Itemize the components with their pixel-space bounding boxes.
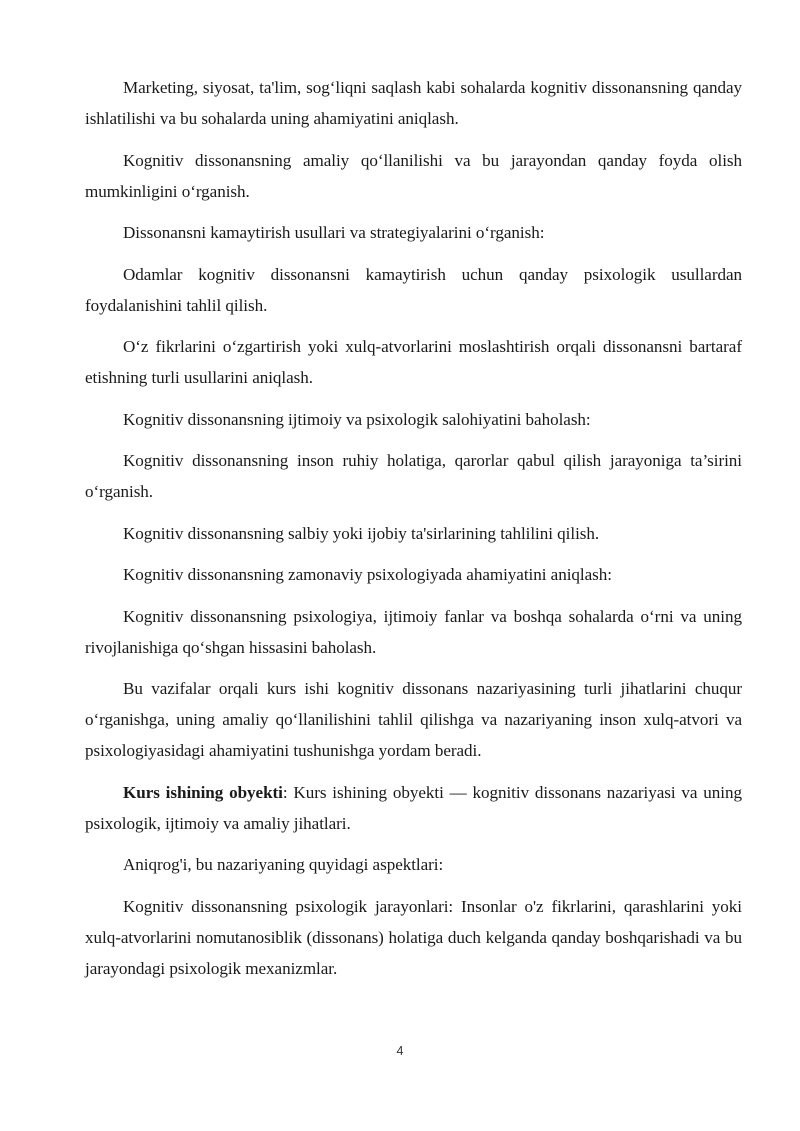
paragraph-elimination-methods: O‘z fikrlarini o‘zgartirish yoki xulq-atvorlarini moslashtirish orqali dissonansni bartaraf etishning turli usullarini aniqlash. [85,337,742,387]
paragraph-mental-state-influence: Kognitiv dissonansning inson ruhiy holatiga, qarorlar qabul qilish jarayoniga ta’sirini o‘rganish. [85,451,742,501]
page-number: 4 [396,1044,404,1058]
course-object-text: : Kurs ishining obyekti — kognitiv dissonans nazariyasi va uning psixologik, ijtimoiy va amaliy jihatlari. [85,782,742,833]
paragraph-potential-assessment-heading: Kognitiv dissonansning ijtimoiy va psixologik salohiyatini baholash: [123,409,591,429]
paragraph-aspects-intro: Aniqrog'i, bu nazariyaning quyidagi aspektlari: [123,855,444,874]
paragraph-practical-use: Kognitiv dissonansning amaliy qo‘llanilishi va bu jarayondan qanday foyda olish mumkinligini o‘rganish. [85,150,742,201]
document-body [85,72,742,994]
paragraph-psychological-processes: Kognitiv dissonansning psixologik jarayonlari: Insonlar o'z fikrlarini, qarashlarini yoki xulq-atvorlarini nomutanosiblik (dissonans) holatiga duch kelganda qanday boshqarishadi va bu jarayondagi psixologik mexanizmlar. [85,896,742,978]
paragraph-psychological-methods: Odamlar kognitiv dissonansni kamaytirish uchun qanday psixologik usullardan foydalanishini tahlil qilish. [85,264,742,315]
paragraph-course-object [85,777,742,839]
paragraph-modern-psychology-heading: Kognitiv dissonansning zamonaviy psixologiyada ahamiyatini aniqlash: [123,565,612,584]
paragraph-marketing-application: Marketing, siyosat, ta'lim, sog‘liqni saqlash kabi sohalarda kognitiv dissonansning qanday ishlatilishi va bu sohalarda uning ahamiyatini aniqlash. [85,78,742,128]
paragraph-reduction-methods-heading: Dissonansni kamaytirish usullari va strategiyalarini o‘rganish: [123,223,545,242]
paragraph-contribution-assessment: Kognitiv dissonansning psixologiya, ijtimoiy fanlar va boshqa sohalarda o‘rni va uning rivojlanishiga qo‘shgan hissasini baholash. [85,606,742,657]
paragraph-effects-analysis: Kognitiv dissonansning salbiy yoki ijobiy ta'sirlarining tahlilini qilish. [123,523,600,543]
paragraph-tasks-summary: Bu vazifalar orqali kurs ishi kognitiv dissonans nazariyasining turli jihatlarini chuqur o‘rganishga, uning amaliy qo‘llanilishini tahlil qilishga va nazariyaning inson xulq-atvori va psixologiyasidagi ahamiyatini tushunishga yordam beradi. [85,679,742,760]
course-object-heading: Kurs ishining obyekti [123,782,283,802]
